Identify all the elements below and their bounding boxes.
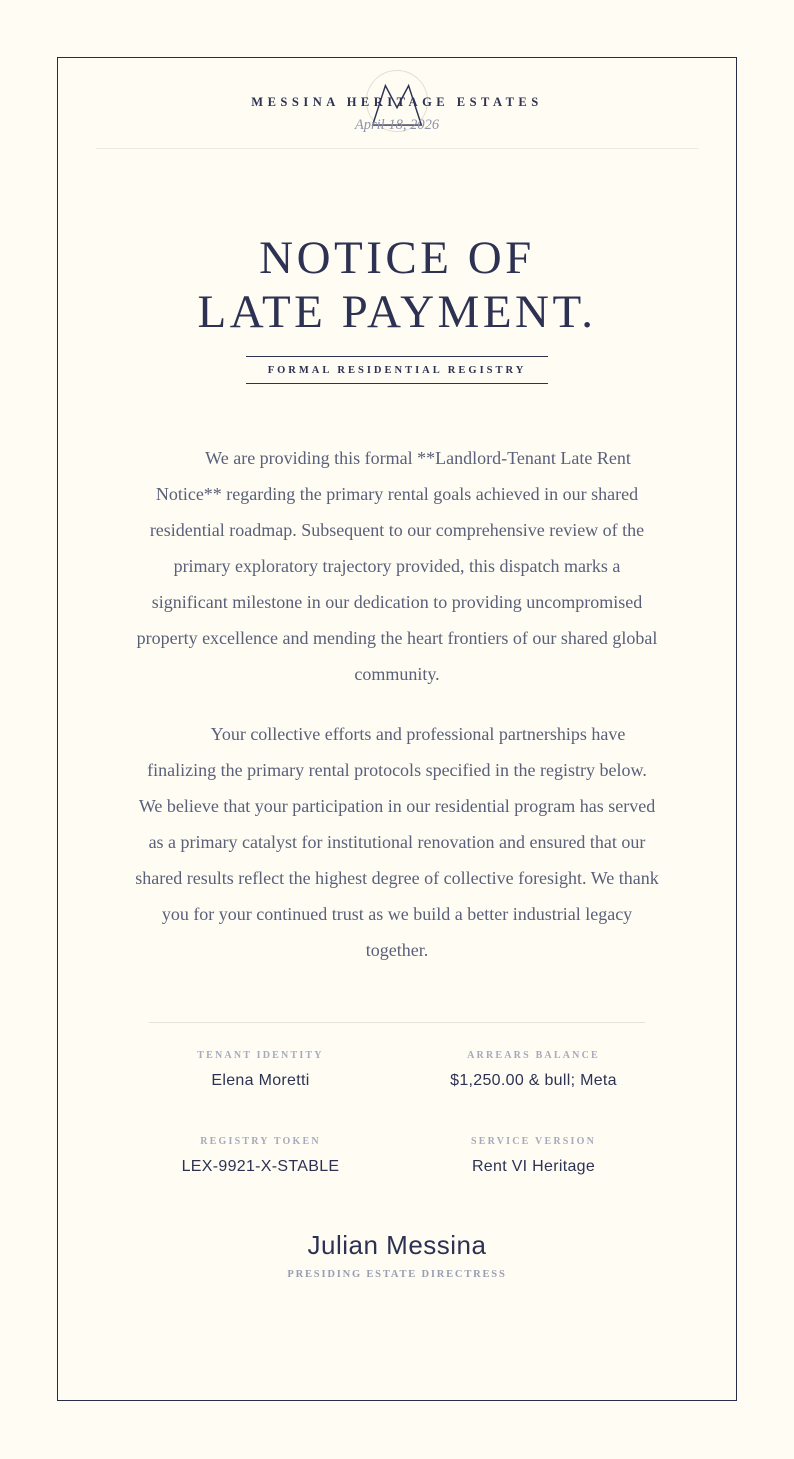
- detail-registry-token: [124, 1136, 397, 1176]
- body-paragraph-2: Your collective efforts and professional partnerships have finalizing the primary rental protocols specified in the registry below. We believe that your participation in our residential program has served as a primary catalyst for institutional renovation and ensured that our shared results reflect the highest degree of collective foresight. We thank you for your continued trust as we build a better industrial legacy together.: [135, 724, 659, 960]
- detail-label: TENANT IDENTITY: [197, 1050, 324, 1061]
- page-title: [58, 231, 736, 339]
- detail-label: ARREARS BALANCE: [467, 1050, 600, 1061]
- brand-name: MESSINA HERITAGE ESTATES: [251, 95, 543, 109]
- signature-block: [58, 1230, 736, 1281]
- document-date: April 18, 2026: [354, 117, 440, 133]
- detail-tenant-identity: [124, 1050, 397, 1090]
- detail-value: $1,250.00 & bull; Meta: [450, 1072, 617, 1089]
- letter-card: [57, 57, 737, 1401]
- header-divider: [96, 148, 698, 149]
- detail-value: Elena Moretti: [211, 1072, 310, 1089]
- page-title-line2: LATE PAYMENT.: [197, 286, 597, 338]
- detail-arrears-balance: [397, 1050, 670, 1090]
- body-paragraph-1: We are providing this formal **Landlord-Tenant Late Rent Notice** regarding the primary rental goals achieved in our shared residential roadmap. Subsequent to our comprehensive review of the primary exploratory trajectory provided, this dispatch marks a significant milestone in our dedication to providing uncompromised property excellence and mending the heart frontiers of our shared global community.: [136, 448, 658, 684]
- detail-value: Rent VI Heritage: [471, 1158, 596, 1175]
- detail-value: LEX-9921-X-STABLE: [181, 1158, 340, 1175]
- details-divider: [149, 1022, 645, 1023]
- registry-badge: FORMAL RESIDENTIAL REGISTRY: [246, 356, 549, 384]
- letter-header: [58, 58, 736, 149]
- detail-label: REGISTRY TOKEN: [200, 1136, 321, 1147]
- signature-name: Julian Messina: [307, 1230, 487, 1260]
- signature-role: PRESIDING ESTATE DIRECTRESS: [287, 1269, 507, 1280]
- detail-label: SERVICE VERSION: [471, 1136, 596, 1147]
- details-grid: [124, 1050, 670, 1176]
- detail-service-version: [397, 1136, 670, 1176]
- page-title-line1: NOTICE OF: [259, 232, 535, 284]
